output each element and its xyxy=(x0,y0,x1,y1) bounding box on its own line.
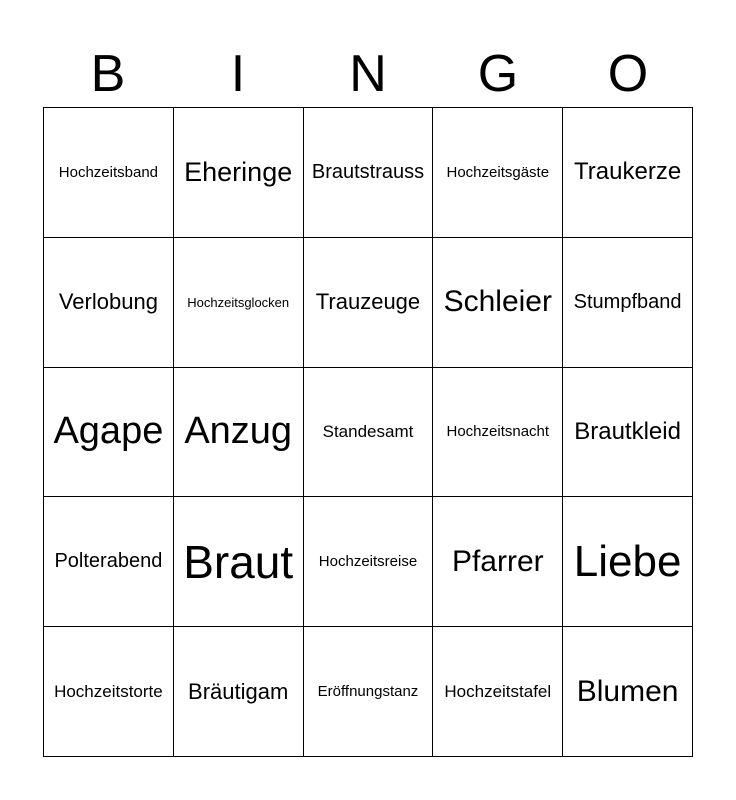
header-letter-b: B xyxy=(90,45,126,103)
bingo-cell[interactable]: Anzug xyxy=(174,368,304,498)
bingo-cell[interactable]: Hochzeitsreise xyxy=(304,497,434,627)
bingo-cell[interactable]: Traukerze xyxy=(563,108,693,238)
bingo-cell[interactable]: Trauzeuge xyxy=(304,238,434,368)
bingo-cell[interactable]: Agape xyxy=(44,368,174,498)
bingo-cell[interactable]: Hochzeitstafel xyxy=(433,627,563,757)
bingo-cell[interactable]: Schleier xyxy=(433,238,563,368)
bingo-cell[interactable]: Pfarrer xyxy=(433,497,563,627)
bingo-card-grid xyxy=(43,107,693,757)
bingo-cell[interactable]: Brautkleid xyxy=(563,368,693,498)
bingo-cell[interactable]: Stumpfband xyxy=(563,238,693,368)
header-letter-o: O xyxy=(607,45,649,103)
header-letter-i: I xyxy=(230,45,246,103)
bingo-cell[interactable]: Liebe xyxy=(563,497,693,627)
bingo-cell[interactable]: Brautstrauss xyxy=(304,108,434,238)
bingo-cell[interactable]: Hochzeitstorte xyxy=(44,627,174,757)
bingo-header xyxy=(43,40,693,108)
bingo-cell[interactable]: Polterabend xyxy=(44,497,174,627)
bingo-cell[interactable]: Blumen xyxy=(563,627,693,757)
bingo-cell[interactable]: Standesamt xyxy=(304,368,434,498)
bingo-cell[interactable]: Hochzeitsgäste xyxy=(433,108,563,238)
bingo-cell[interactable]: Eheringe xyxy=(174,108,304,238)
bingo-cell[interactable]: Hochzeitsband xyxy=(44,108,174,238)
bingo-cell[interactable]: Verlobung xyxy=(44,238,174,368)
header-letter-g: G xyxy=(477,45,519,103)
bingo-cell[interactable]: Braut xyxy=(174,497,304,627)
bingo-cell[interactable]: Eröffnungstanz xyxy=(304,627,434,757)
bingo-cell[interactable]: Hochzeitsglocken xyxy=(174,238,304,368)
header-letter-n: N xyxy=(349,45,387,103)
bingo-cell[interactable]: Bräutigam xyxy=(174,627,304,757)
bingo-cell[interactable]: Hochzeitsnacht xyxy=(433,368,563,498)
